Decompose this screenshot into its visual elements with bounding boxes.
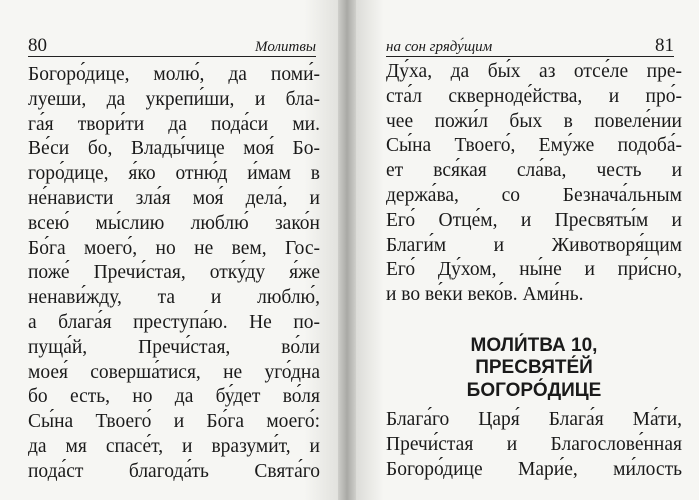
right-page-text	[386, 60, 682, 483]
text-line: Богоро́дице, молю́, да поми́-	[28, 64, 320, 85]
heading-line: МОЛИ́ТВА 10,	[470, 334, 598, 356]
left-page	[0, 0, 338, 500]
left-page-text	[28, 63, 320, 485]
right-page-header	[386, 34, 674, 57]
text-line: Сы́на Твоего́ и Бо́га моего́:	[28, 411, 320, 433]
text-line: ста́л скверноде́йства, и про́-	[386, 85, 682, 107]
page-number: 80	[28, 35, 47, 56]
text-line: ненави́жду, та и люблю́,	[28, 287, 320, 309]
heading-line: БОГОРО́ДИЦЕ	[466, 379, 602, 401]
text-line: Сы́на Твоего́, Ему́же подоба́-	[386, 135, 682, 157]
text-line: Ду́ха, да бы́х аз отсе́ле пре-	[386, 61, 682, 82]
text-line: Блага́го Царя́ Блага́я Ма́ти,	[386, 409, 682, 431]
running-head: на сон гряду́щим	[386, 39, 493, 55]
text-line: горо́дице, я́ко отню́д и́мам в	[28, 163, 320, 185]
right-page	[356, 0, 699, 500]
heading-line: ПРЕСВЯТЕ́Й	[475, 357, 593, 379]
text-line: бо есть, но да бу́дет во́ля	[28, 386, 320, 408]
text-line: моея́ соверша́тися, не уго́дна	[28, 361, 320, 383]
text-line: держа́ва, со Безнача́льным	[386, 184, 682, 206]
book-gutter	[338, 0, 356, 500]
text-line: а блага́я преступа́ю. Не по-	[28, 311, 320, 333]
text-line: пода́ст благода́ть Свята́го	[28, 460, 320, 482]
text-line: га́я твори́ти да пода́си ми.	[28, 113, 320, 135]
text-line: пуща́й, Пречи́стая, во́ли	[28, 336, 320, 358]
text-line: луеши, да укрепи́ши, и бла-	[28, 88, 320, 110]
text-line: и во ве́ки веко́в. Ами́нь.	[386, 284, 584, 306]
left-page-header	[28, 34, 316, 57]
prayer-heading	[386, 335, 682, 403]
text-line: Пречи́стая и Благослове́нная	[386, 434, 682, 456]
page-number: 81	[655, 35, 674, 56]
text-line: Его́ Ду́хом, ны́не и при́сно,	[386, 259, 682, 281]
running-head: Молитвы	[255, 39, 316, 55]
section-spacer	[386, 308, 682, 335]
text-line: Ве́си бо, Влады́чице моя́ Бо-	[28, 138, 320, 160]
text-line: Благи́м и Животворя́щим	[386, 234, 682, 256]
text-line: Бо́га моего́, но не вем, Гос-	[28, 237, 320, 259]
text-line: поже́ Пречи́стая, отку́ду я́же	[28, 262, 320, 284]
text-line: ет вся́кая сла́ва, честь и	[386, 160, 682, 182]
text-line: не́нависти зла́я моя́ дела́, и	[28, 187, 320, 209]
text-line: чее пожи́л бых в повеле́нии	[386, 110, 682, 132]
text-line: да мя спасе́т, и вразуми́т, и	[28, 435, 320, 457]
text-line: Богоро́дице Мари́е, ми́лость	[386, 459, 682, 481]
text-line: Его́ Отце́м, и Пресвяты́м и	[386, 209, 682, 231]
text-line: всею́ мы́слию люблю́ зако́н	[28, 212, 320, 234]
